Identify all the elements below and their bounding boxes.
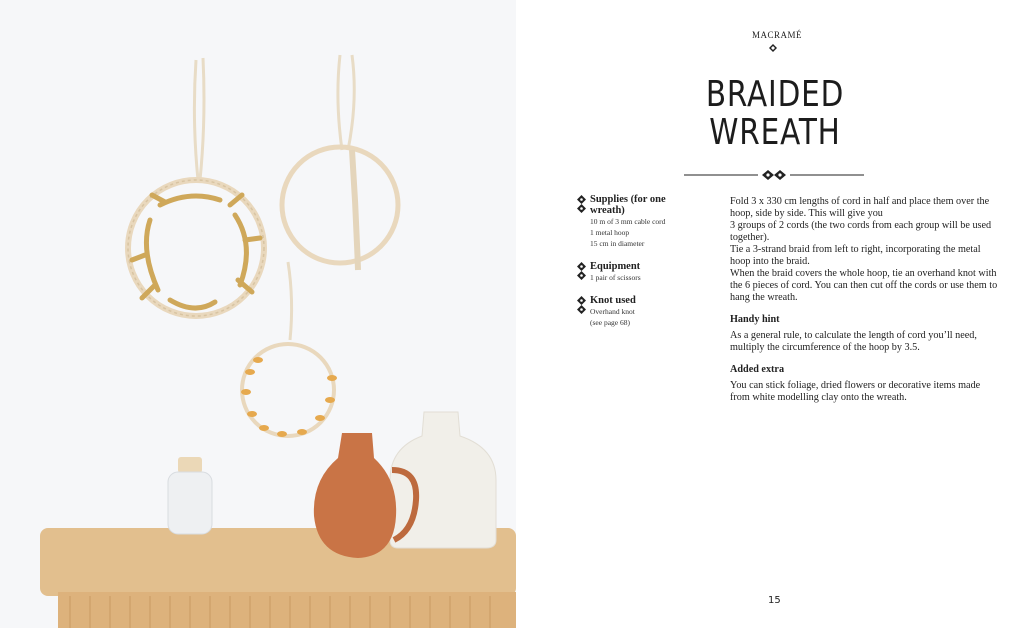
knot-heading: Knot used: [590, 295, 636, 306]
instruction-step: Tie a 3-strand braid from left to right, incorporating the metal hoop into the braid.: [730, 244, 981, 267]
title-line-2: WREATH: [709, 112, 841, 153]
diamond-ornament-icon: [769, 44, 777, 52]
title-line-1: BRAIDED: [705, 74, 845, 115]
instruction-step: 3 groups of 2 cords (the two cords from each group will be used together).: [730, 220, 992, 243]
page-title: [686, 76, 865, 152]
instruction-step: Fold 3 x 330 cm lengths of cord in half and place them over the hoop, side by side. This will give you: [730, 196, 990, 219]
macrame-knot-icon: [577, 195, 586, 213]
macrame-knot-icon: [577, 296, 586, 314]
section-label: MACRAMÉ: [752, 30, 803, 40]
knot-text: Overhand knot (see page 68): [590, 307, 635, 327]
text-page: [516, 0, 1034, 628]
knot-block: [574, 295, 684, 328]
equipment-heading: Equipment: [590, 261, 641, 272]
supplies-heading: Supplies (for one wreath): [590, 194, 666, 216]
extra-text: You can stick foliage, dried flowers or decorative items made from white modelling clay onto the wreath.: [730, 380, 981, 403]
hint-text: As a general rule, to calculate the length of cord you’ll need, multiply the circumference of the hoop by 3.5.: [730, 330, 977, 353]
instructions: [730, 196, 1000, 404]
sidebar: [574, 194, 684, 340]
ornamental-divider-icon: [684, 168, 864, 182]
page-number: 15: [768, 595, 781, 606]
instruction-step: When the braid covers the whole hoop, tie an overhand knot with the 6 pieces of cord. You can then cut off the cords or use them to hang the wreath.: [730, 268, 998, 303]
equipment-block: [574, 261, 684, 283]
supplies-block: [574, 194, 684, 249]
wreath-photo: [0, 0, 516, 628]
supplies-text: 10 m of 3 mm cable cord 1 metal hoop 15 cm in diameter: [590, 217, 666, 248]
equipment-text: 1 pair of scissors: [590, 273, 641, 282]
hint-heading: Handy hint: [730, 314, 780, 325]
macrame-knot-icon: [577, 262, 586, 280]
extra-heading: Added extra: [730, 364, 785, 375]
